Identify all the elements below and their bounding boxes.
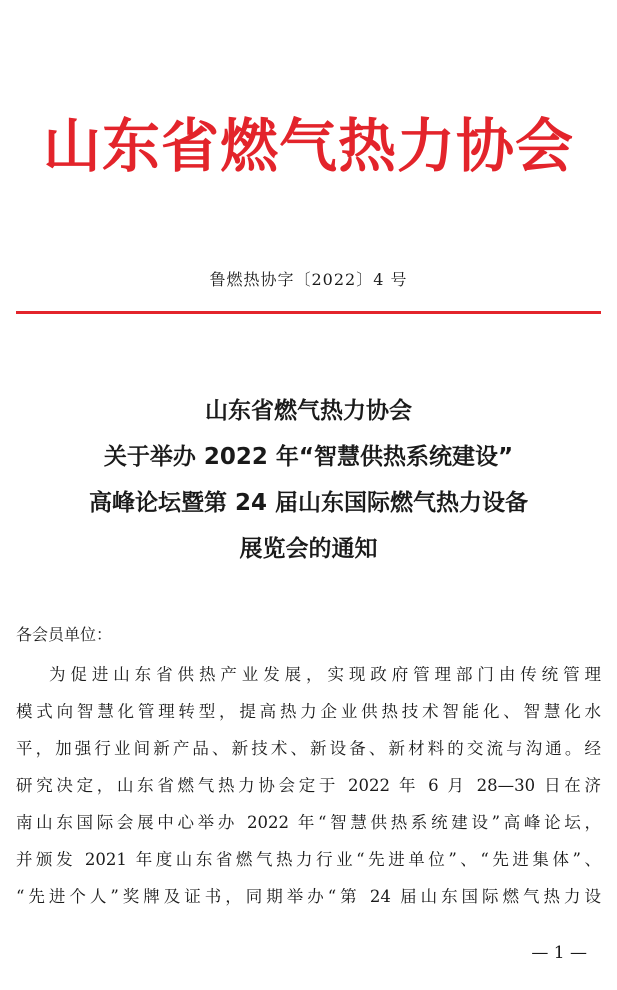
body-line: 研究决定，山东省燃气热力协会定于 2022 年 6 月 28—30 日在济 — [16, 776, 601, 795]
red-divider-rule — [16, 311, 601, 314]
salutation: 各会员单位： — [16, 625, 113, 644]
document-number: 鲁燃热协字〔2022〕4 号 — [209, 270, 408, 289]
body-line: 并颁发 2021 年度山东省燃气热力行业“先进单位”、“先进集体”、 — [16, 850, 601, 869]
title-line: 高峰论坛暨第 24 届山东国际燃气热力设备 — [88, 490, 529, 516]
body-line: “先进个人”奖牌及证书，同期举办“第 24 届山东国际燃气热力设 — [16, 887, 601, 906]
title-line: 山东省燃气热力协会 — [205, 398, 412, 424]
body-line: 南山东国际会展中心举办 2022 年“智慧供热系统建设”高峰论坛， — [16, 813, 601, 832]
title-line: 关于举办 2022 年“智慧供热系统建设” — [103, 444, 514, 470]
organization-header: 山东省燃气热力协会 — [42, 112, 574, 180]
body-line: 平，加强行业间新产品、新技术、新设备、新材料的交流与沟通。经 — [16, 739, 601, 758]
body-line: 模式向智慧化管理转型，提高热力企业供热技术智能化、智慧化水 — [16, 702, 601, 721]
body-line: 为促进山东省供热产业发展，实现政府管理部门由传统管理 — [49, 665, 601, 684]
page-number: — 1 — — [531, 943, 587, 963]
title-line: 展览会的通知 — [239, 536, 378, 562]
body-paragraph — [16, 656, 601, 915]
notice-title — [0, 388, 617, 572]
